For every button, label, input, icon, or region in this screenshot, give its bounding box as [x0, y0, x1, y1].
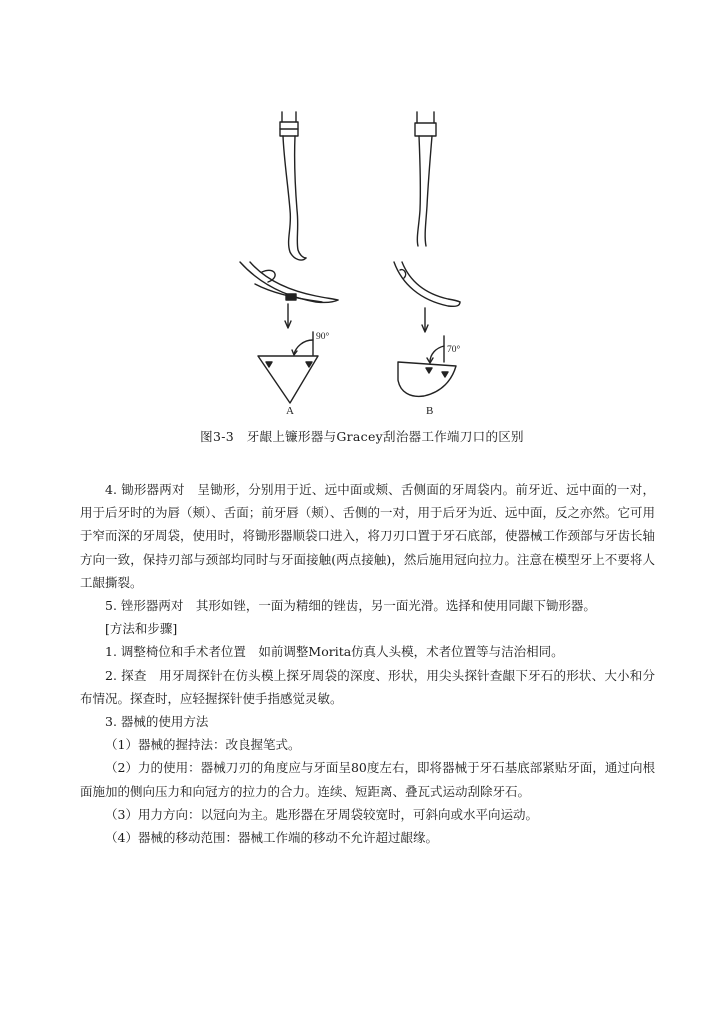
- sickle-scaler-drawing: [240, 112, 338, 403]
- body-text: [80, 478, 655, 849]
- angle-label-a: 90°: [316, 332, 330, 342]
- substep-1: （1）器械的握持法：改良握笔式。: [105, 737, 301, 753]
- substep-2: （2）力的使用：器械刀刃的角度应与牙面呈80度左右，即将器械于牙石基底部紧贴牙面，通过向根面施加的侧向压力和向冠方的拉力的合力。连续、短距离、叠瓦式运动刮除牙石。: [80, 760, 655, 799]
- figure-label-b: B: [426, 405, 434, 417]
- section-heading-methods: [方法和步骤]: [105, 621, 178, 637]
- step-3: 3. 器械的使用方法: [105, 714, 209, 730]
- instrument-illustration: [0, 0, 724, 450]
- step-1: 1. 调整椅位和手术者位置 如前调整Morita仿真人头模，术者位置等与洁治相同。: [105, 644, 564, 660]
- angle-label-b: 70°: [447, 345, 461, 355]
- step-2: 2. 探查 用牙周探针在仿头模上探牙周袋的深度、形状，用尖头探针查龈下牙石的形状、大小和分布情况。探查时，应轻握探针使手指感觉灵敏。: [80, 667, 655, 706]
- substep-4: （4）器械的移动范围：器械工作端的移动不允许超过龈缘。: [105, 830, 438, 846]
- substep-3: （3）用力方向：以冠向为主。匙形器在牙周袋较宽时，可斜向或水平向运动。: [105, 806, 538, 822]
- paragraph-file-scaler: 5. 锉形器两对 其形如锉，一面为精细的锉齿，另一面光滑。选择和使用同龈下锄形器。: [105, 598, 596, 614]
- figure-label-a: A: [286, 405, 294, 417]
- instrument-figure: [0, 0, 724, 450]
- paragraph-hoe-scaler: 4. 锄形器两对 呈锄形，分别用于近、远中面或颊、舌侧面的牙周袋内。前牙近、远中面的一对，用于后牙时的为唇（颊）、舌面；前牙唇（颊）、舌侧的一对，用于后牙为近、远中面，反之亦然。它可用于窄而深的牙周袋，使用时，将锄形器顺袋口进入，将刀刃口置于牙石底部，使器械工作颈部与牙齿长轴方向一致，保持刃部与颈部均同时与牙面接触(两点接触)，然后施用冠向拉力。注意在模型牙上不要将人工龈撕裂。: [80, 482, 656, 590]
- figure-caption: 图3-3 牙龈上镰形器与Gracey刮治器工作端刀口的区别: [200, 429, 524, 444]
